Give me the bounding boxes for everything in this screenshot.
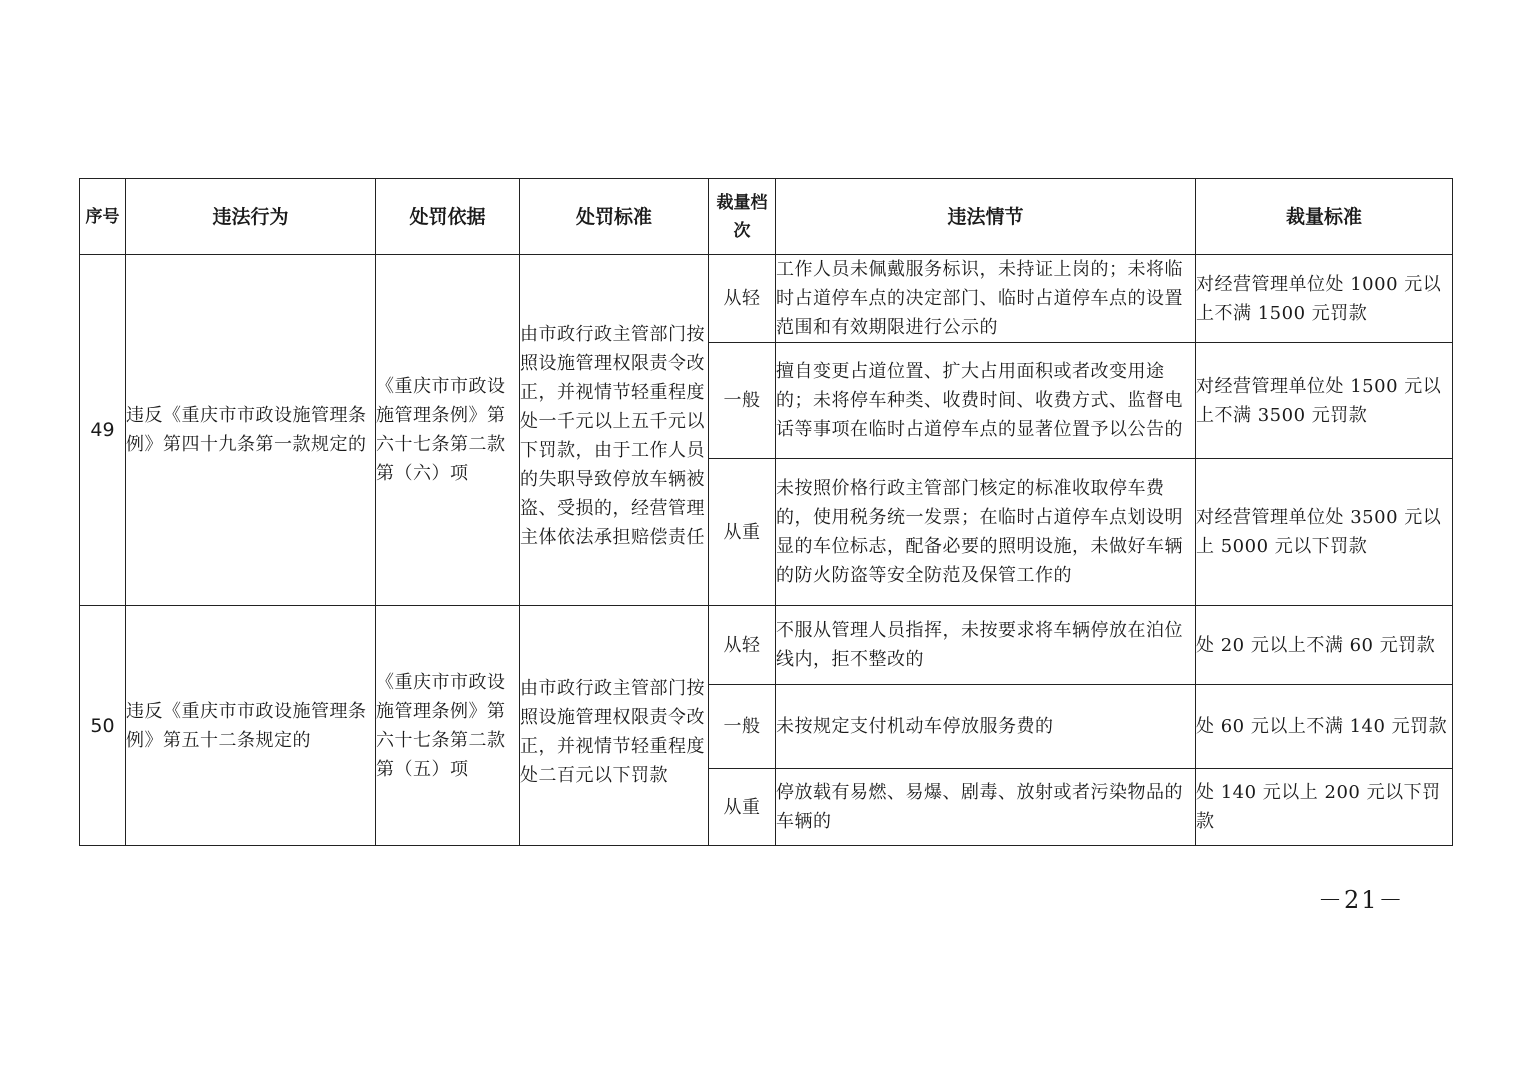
- header-level: 裁量档次: [709, 179, 776, 255]
- penalty-discretion-table: [79, 178, 1453, 846]
- violation-behavior: 违反《重庆市市政设施管理条例》第四十九条第一款规定的: [126, 255, 376, 606]
- header-standard: 处罚标准: [520, 179, 709, 255]
- header-basis: 处罚依据: [376, 179, 520, 255]
- header-penalty: 裁量标准: [1196, 179, 1453, 255]
- discretion-level: 从轻: [709, 606, 776, 685]
- violation-circumstance: 未按照价格行政主管部门核定的标准收取停车费的，使用税务统一发票；在临时占道停车点划设明显的车位标志，配备必要的照明设施，未做好车辆的防火防盗等安全防范及保管工作的: [776, 459, 1196, 606]
- row-seq: 49: [80, 255, 126, 606]
- legal-basis: 《重庆市市政设施管理条例》第六十七条第二款第（六）项: [376, 255, 520, 606]
- legal-basis: 《重庆市市政设施管理条例》第六十七条第二款第（五）项: [376, 606, 520, 846]
- penalty-standard: [520, 606, 709, 846]
- penalty-standard: [520, 255, 709, 606]
- table-row: [80, 255, 1453, 343]
- header-behavior: 违法行为: [126, 179, 376, 255]
- discretion-level: 一般: [709, 685, 776, 769]
- discretion-penalty: 对经营管理单位处 3500 元以上 5000 元以下罚款: [1196, 459, 1453, 606]
- violation-behavior: 违反《重庆市市政设施管理条例》第五十二条规定的: [126, 606, 376, 846]
- table-row: [80, 606, 1453, 685]
- discretion-level: 从重: [709, 459, 776, 606]
- discretion-level: 一般: [709, 343, 776, 459]
- header-seq: 序号: [80, 179, 126, 255]
- discretion-penalty: 处 20 元以上不满 60 元罚款: [1196, 606, 1453, 685]
- header-circumstance: 违法情节: [776, 179, 1196, 255]
- violation-circumstance: 擅自变更占道位置、扩大占用面积或者改变用途的；未将停车种类、收费时间、收费方式、监督电话等事项在临时占道停车点的显著位置予以公告的: [776, 343, 1196, 459]
- discretion-penalty: 对经营管理单位处 1000 元以上不满 1500 元罚款: [1196, 255, 1453, 343]
- penalty-standard-text: 由市政行政主管部门按照设施管理权限责令改正，并视情节轻重程度处二百元以下罚款: [520, 677, 705, 786]
- violation-circumstance: 未按规定支付机动车停放服务费的: [776, 685, 1196, 769]
- penalty-standard-text: 由市政行政主管部门按照设施管理权限责令改正，并视情节轻重程度处一千元以上五千元以下罚款，由于工作人员的失职导致停放车辆被盗、受损的，经营管理主体依法承担赔偿责任: [520, 324, 705, 548]
- discretion-level: 从重: [709, 769, 776, 846]
- discretion-penalty: 对经营管理单位处 1500 元以上不满 3500 元罚款: [1196, 343, 1453, 459]
- discretion-penalty: 处 60 元以上不满 140 元罚款: [1196, 685, 1453, 769]
- discretion-penalty: 处 140 元以上 200 元以下罚款: [1196, 769, 1453, 846]
- violation-circumstance: 不服从管理人员指挥，未按要求将车辆停放在泊位线内，拒不整改的: [776, 606, 1196, 685]
- violation-circumstance: 停放载有易燃、易爆、剧毒、放射或者污染物品的车辆的: [776, 769, 1196, 846]
- row-seq: 50: [80, 606, 126, 846]
- discretion-level: 从轻: [709, 255, 776, 343]
- header-row: [80, 179, 1453, 255]
- page-number: －21－: [1318, 886, 1405, 914]
- violation-circumstance: 工作人员未佩戴服务标识，未持证上岗的；未将临时占道停车点的决定部门、临时占道停车点的设置范围和有效期限进行公示的: [776, 255, 1196, 343]
